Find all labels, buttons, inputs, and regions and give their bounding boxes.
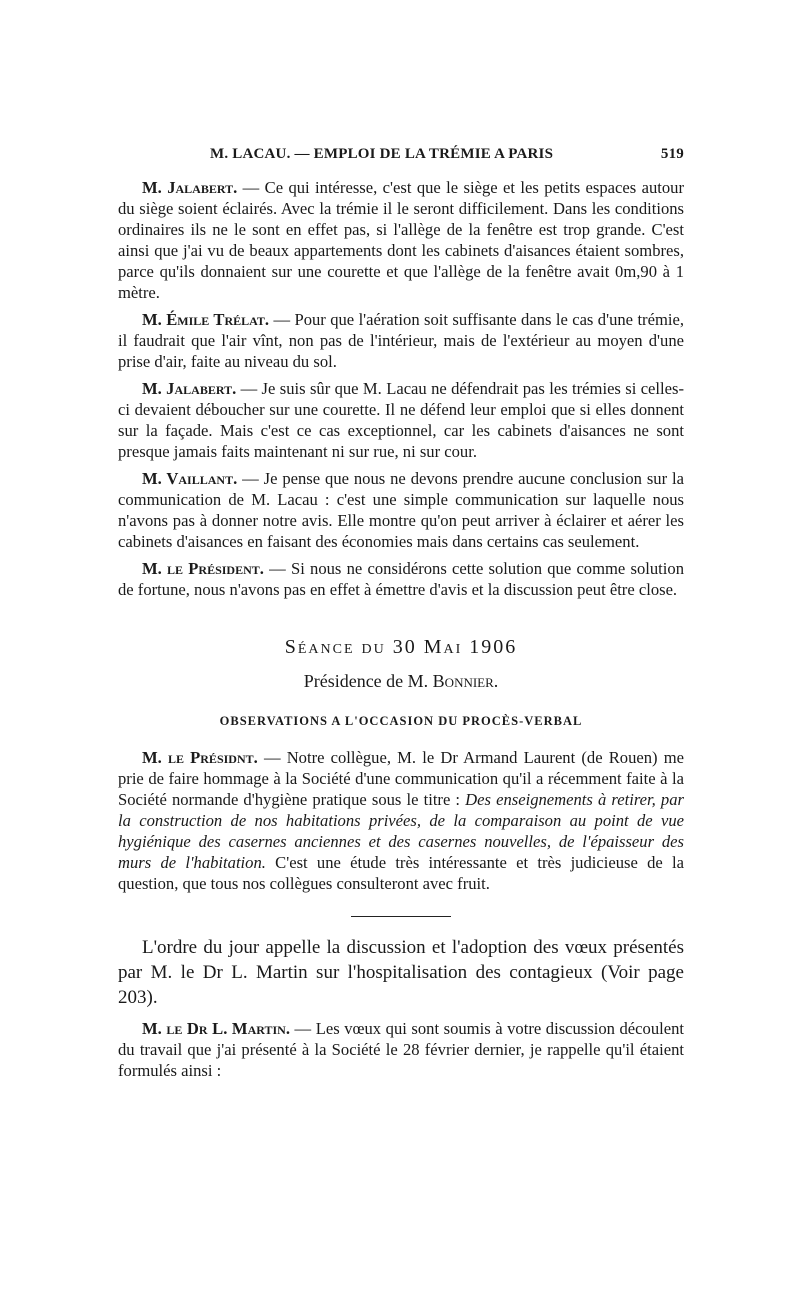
paragraph-jalabert-1 [118,177,684,303]
communication-title: Des enseignements à retirer, par la construction de nos habitations privées, de la comparaison au point de vue hygiénique des casernes anciennes et des casernes nouvelles, de l'épaisseur des murs de l'habitation. [118,790,684,872]
paragraph-text: — Pour que l'aération soit suffisante dans le cas d'une trémie, il faudrait que l'air vînt, non pas de l'intérieur, mais de l'extérieur au moyen d'une prise d'air, faite au niveau du sol. [118,310,684,371]
speaker-name: M. Jalabert. [142,379,237,398]
speaker-name: M. Émile Trélat. [142,310,270,329]
presidence-name: Bonnier. [432,671,499,691]
page-number: 519 [660,146,684,162]
paragraph-vaillant [118,468,684,552]
speaker-name: M. le Président. [142,559,264,578]
header-title: M. LACAU. — EMPLOI DE LA TRÉMIE A PARIS [210,146,554,162]
paragraph-text: — Je pense que nous ne devons prendre aucune conclusion sur la communication de M. Lacau : c'est une simple communication sur laquelle nous n'avons pas à donner notre avis. Elle montre qu'on peut arriver à éclairer et aérer les cabinets d'aisances en faisant des économies mais dans certains cas seulement. [118,469,684,551]
speaker-name: M. Vaillant. [142,469,238,488]
observations-heading: OBSERVATIONS A L'OCCASION DU PROCÈS-VERBAL [219,714,583,728]
paragraph-text: — Les vœux qui sont soumis à votre discussion découlent du travail que j'ai présenté à la Société le 28 février dernier, je rappelle qu'il étaient formulés ainsi : [118,1019,684,1080]
paragraph-jalabert-2 [118,378,684,462]
paragraph-text: — Ce qui intéresse, c'est que le siège et les petits espaces autour du siège soient éclairés. Avec la trémie il le seront difficilement. Dans les conditions ordinaires ils ne le sont en effet pas, si l'allège de la fenêtre est trop grande. C'est ainsi que j'ai vu de beaux appartements dont les cabinets d'aisances étaient sombres, parce qu'ils donnaient sur une courette et que l'allège de la fenêtre avait 0m,90 à 1 mètre. [118,178,685,302]
ordre-du-jour: L'ordre du jour appelle la discussion et l'adoption des vœux présentés par M. le Dr L. Martin sur l'hospitalisation des contagieux (Voir page 203). [118,937,684,1008]
paragraph-martin [118,1018,684,1081]
paragraph-president [118,558,684,600]
speaker-name: M. le Présidnt. [142,748,258,767]
seance-heading: Séance du 30 Mai 1906 [284,636,518,658]
document-page [118,146,684,1087]
speaker-name: M. Jalabert. [142,178,238,197]
paragraph-text: — Si nous ne considérons cette solution que comme solution de fortune, nous n'avons pas en effet à émettre d'avis et la discussion peut être close. [118,559,684,599]
presidence-prefix: Présidence de M. [303,671,433,691]
paragraph-text: — Notre collègue, M. le Dr Armand Laurent (de Rouen) me prie de faire hommage à la Société d'une communication qu'il a récemment faite à la Société normande d'hygiène pratique sous le titre : [118,748,685,809]
paragraph-observations [118,747,684,894]
running-header [210,146,684,163]
paragraph-text: — Je suis sûr que M. Lacau ne défendrait pas les trémies si celles-ci devaient déboucher sur une courette. Il ne défend leur emploi que si elles donnent sur la façade. Mais c'est ce cas exceptionnel, car les cabinets d'aisances ne sont presque jamais faits maintenant ni sur rue, ni sur cour. [118,379,684,461]
speaker-name: M. le Dr L. Martin. [142,1019,290,1038]
paragraph-text: C'est une étude très intéressante et très judicieuse de la question, que tous nos collègues consulteront avec fruit. [118,853,684,893]
presidence-line [118,671,684,692]
paragraph-trelat [118,309,684,372]
section-divider [351,916,451,917]
